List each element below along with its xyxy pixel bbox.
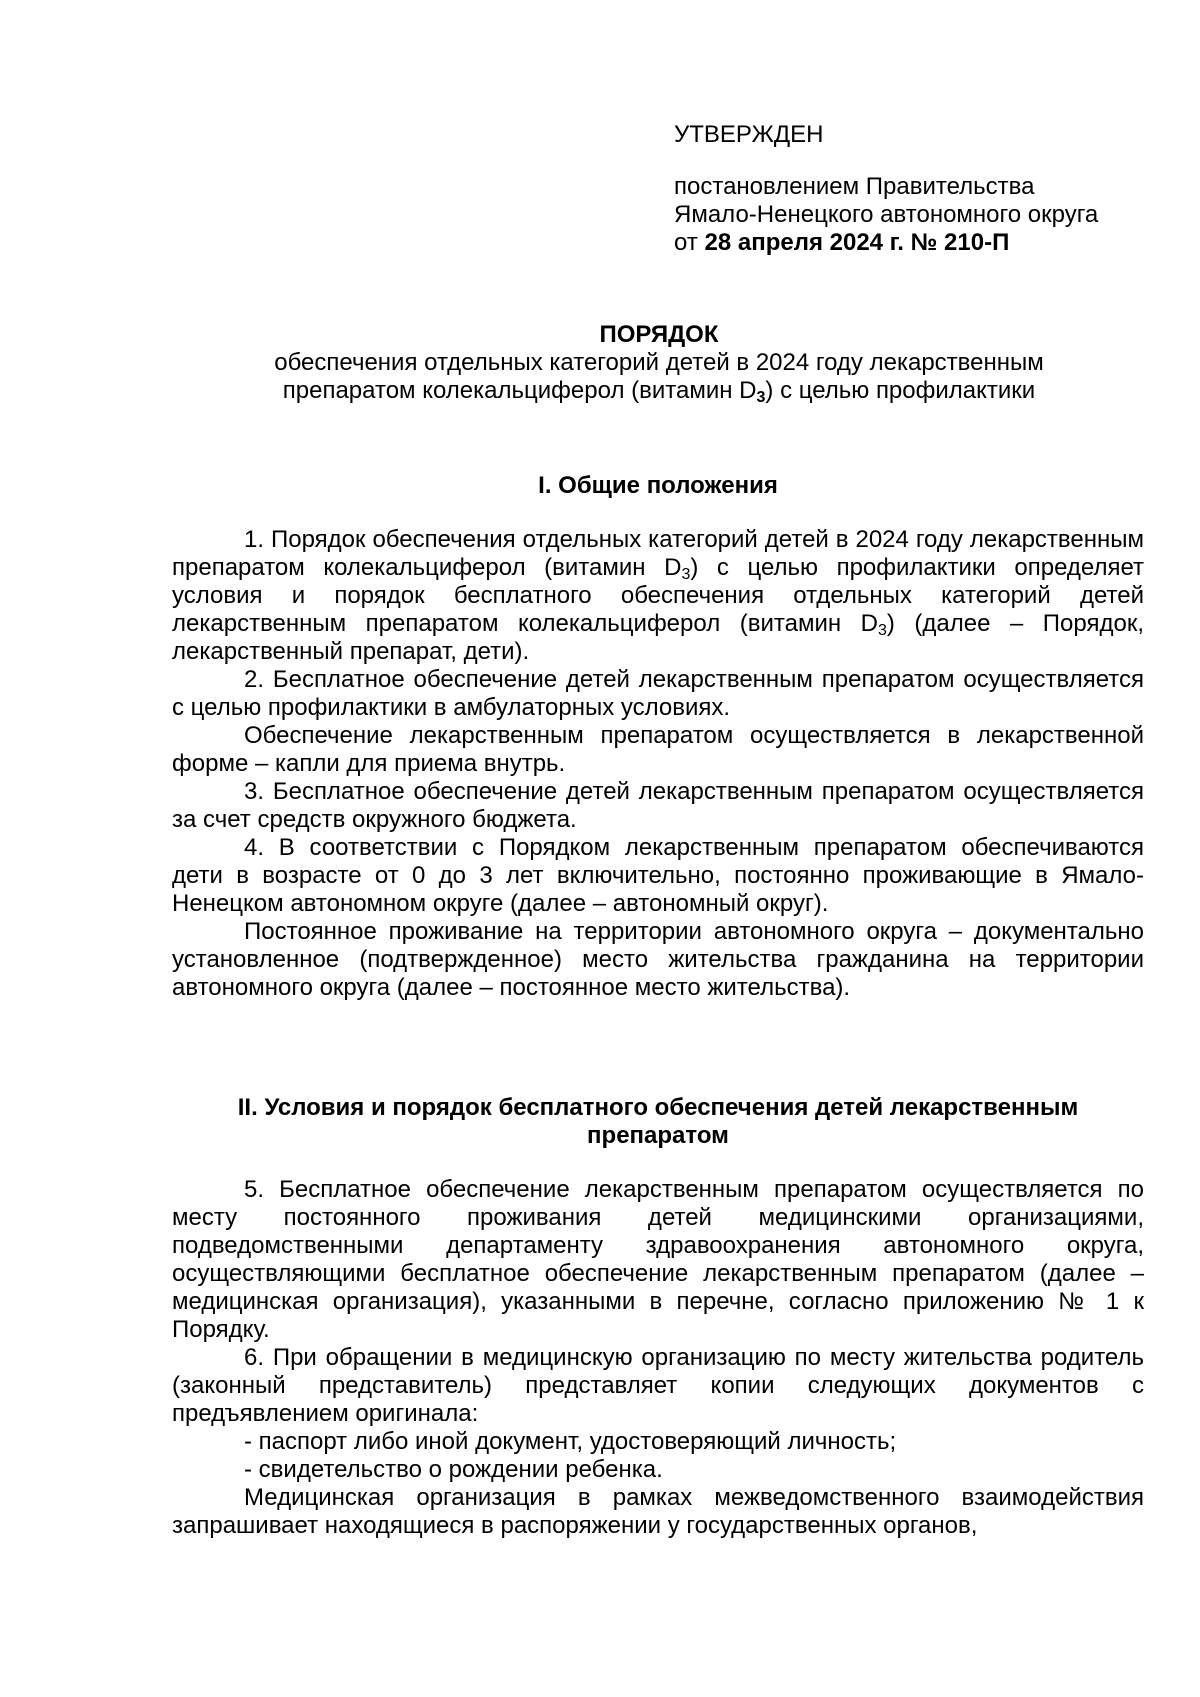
approval-date-number: 28 апреля 2024 г. № 210-П [704,229,1010,256]
section-2-paragraph-3: - паспорт либо иной документ, удостоверяющий личность; [244,1428,897,1455]
paragraph-1-part-c: ) (далее – Порядок, лекарственный препарат, дети). [172,610,1144,665]
paragraph-1-subscript-2: 3 [877,622,887,639]
section-2 [172,1094,1144,1150]
document-subtitle-line-2 [172,377,1146,405]
section-2-paragraph-1: 5. Бесплатное обеспечение лекарственным препаратом осуществляется по месту постоянного проживания детей медицинскими организациями, подведомственными департаменту здравоохранения автономного округа, осуществляющими бесплатное обеспечение лекарственным препаратом (далее – медицинская организация), указанными в перечне, согласно приложению № 1 к Порядку. [172,1176,1144,1343]
paragraph-1-part-a: 1. Порядок обеспечения отдельных категорий детей в 2024 году лекарственным препаратом колекальциферол (витамин D [172,526,1144,581]
section-1-paragraph-2: 2. Бесплатное обеспечение детей лекарственным препаратом осуществляется с целью профилактики в амбулаторных условиях. [172,666,1144,721]
paragraph-1-part-b: ) с целью профилактики определяет условия и порядок бесплатного обеспечения отдельных категорий детей лекарственным препаратом колекальциферол (витамин D [172,554,1145,637]
section-1-heading: I. Общие положения [538,472,778,499]
section-2-paragraph-4: - свидетельство о рождении ребенка. [244,1456,663,1483]
section-1-paragraph-3: Обеспечение лекарственным препаратом осуществляется в лекарственной форме – капли для приема внутрь. [172,722,1144,777]
section-1-body [172,526,1144,1002]
approval-line-2: Ямало-Ненецкого автономного округа [674,201,1099,228]
subtitle-prefix: препаратом колекальциферол (витамин D [282,377,757,404]
approval-stamp [674,121,1154,257]
approved-label: УТВЕРЖДЕН [674,121,824,148]
document-subtitle-line-1: обеспечения отдельных категорий детей в 2024 году лекарственным [274,349,1044,376]
document-title-block [172,321,1146,405]
section-1-paragraph-1 [172,526,1144,666]
approval-from: от [674,229,698,256]
section-1-paragraph-6: Постоянное проживание на территории автономного округа – документально установленное (подтвержденное) место жительства гражданина на территории автономного округа (далее – постоянное место жительства). [172,918,1144,1001]
approval-date-line [674,229,1154,257]
approval-line-1: постановлением Правительства [674,173,1035,200]
document-title: ПОРЯДОК [599,321,719,348]
paragraph-1-subscript-1: 3 [681,566,691,583]
section-1-paragraph-4: 3. Бесплатное обеспечение детей лекарственным препаратом осуществляется за счет средств окружного бюджета. [172,778,1144,833]
section-1 [172,472,1144,500]
section-2-paragraph-5: Медицинская организация в рамках межведомственного взаимодействия запрашивает находящиеся в распоряжении у государственных органов, [172,1484,1144,1539]
section-1-paragraph-5: 4. В соответствии с Порядком лекарственным препаратом обеспечиваются дети в возрасте от 0 до 3 лет включительно, постоянно проживающие в Ямало-Ненецком автономном округе (далее – автономный округ). [172,834,1144,917]
section-2-heading [172,1094,1144,1150]
subtitle-suffix: ) с целью профилактики [765,377,1036,404]
subtitle-subscript: 3 [756,389,766,406]
section-2-body [172,1176,1144,1540]
section-2-heading-line-2: препаратом [587,1122,729,1149]
section-2-heading-line-1: II. Условия и порядок бесплатного обеспечения детей лекарственным [237,1094,1079,1121]
section-2-paragraph-2: 6. При обращении в медицинскую организацию по месту жительства родитель (законный представитель) представляет копии следующих документов с предъявлением оригинала: [172,1344,1144,1427]
